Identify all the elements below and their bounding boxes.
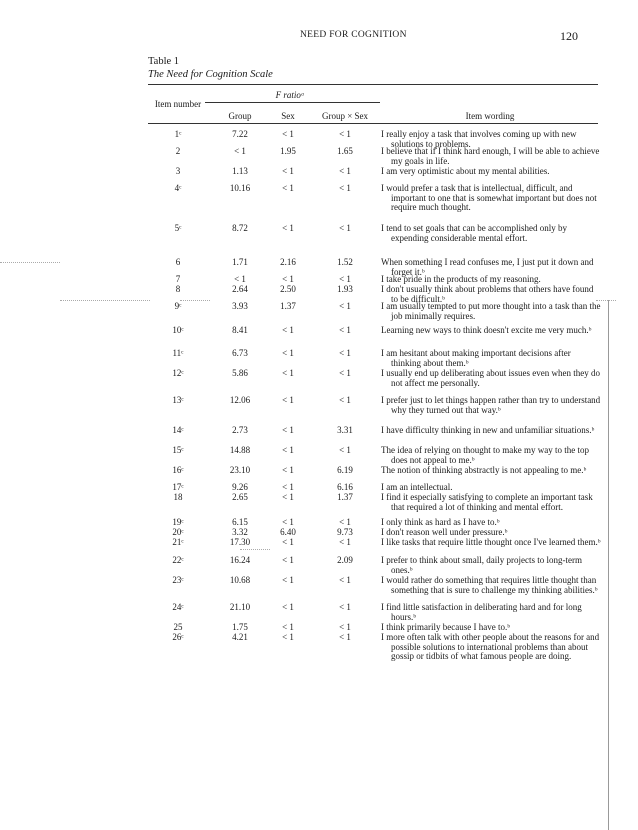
item-wording-header: Item wording: [465, 111, 515, 121]
item-number: 4ᶜ: [174, 183, 182, 193]
sex-f-ratio: < 1: [282, 348, 294, 358]
group-f-ratio: 1.71: [232, 257, 248, 267]
group-x-sex-f-ratio: 6.16: [337, 482, 353, 492]
page-number: 120: [560, 29, 578, 43]
item-number: 14ᶜ: [172, 425, 184, 435]
group-f-ratio: 10.68: [229, 575, 251, 585]
group-x-sex-f-ratio: 3.31: [337, 425, 353, 435]
item-wording: I more often talk with other people about the reasons for and possible solutions to international problems than about gossip or tidbits of what famous people are doing.: [381, 632, 600, 662]
table-top-rule: [148, 84, 598, 85]
group-f-ratio: 2.64: [232, 284, 248, 294]
item-wording: I tend to set goals that can be accomplished only by expending considerable mental effort.: [381, 223, 567, 243]
item-wording: I don't reason well under pressure.ᵇ: [381, 527, 508, 537]
sex-f-ratio: < 1: [282, 325, 294, 335]
item-number: 16ᶜ: [172, 465, 184, 475]
sex-f-ratio: 1.37: [280, 301, 296, 311]
group-x-sex-f-ratio: < 1: [339, 632, 351, 642]
table-label: Table 1: [148, 56, 180, 67]
item-wording: I prefer just to let things happen rather than try to understand why they turned out that way.ᵇ: [381, 395, 601, 415]
group-f-ratio: 5.86: [232, 368, 248, 378]
group-x-sex-f-ratio: < 1: [339, 537, 351, 547]
item-number: 18: [173, 492, 183, 502]
item-wording: The idea of relying on thought to make my way to the top does not appeal to me.ᵇ: [381, 445, 589, 465]
group-f-ratio: 21.10: [229, 602, 251, 612]
item-number: 17ᶜ: [172, 482, 184, 492]
group-x-sex-f-ratio: < 1: [339, 517, 351, 527]
f-ratio-rule: [205, 102, 380, 103]
item-number: 1ᶜ: [174, 129, 182, 139]
group-x-sex-f-ratio: 1.65: [337, 146, 353, 156]
item-number: 13ᶜ: [172, 395, 184, 405]
item-number: 12ᶜ: [172, 368, 184, 378]
group-x-sex-f-ratio: < 1: [339, 223, 351, 233]
item-wording: I am very optimistic about my mental abilities.: [381, 166, 550, 176]
group-f-ratio: < 1: [234, 146, 246, 156]
group-f-ratio: 9.26: [232, 482, 248, 492]
item-number: 7: [175, 274, 181, 284]
item-wording: I really enjoy a task that involves coming up with new solutions to problems.: [381, 129, 577, 149]
item-number-header: Item number: [154, 99, 202, 109]
item-wording: I prefer to think about small, daily projects to long-term ones.ᵇ: [381, 555, 582, 575]
item-wording: I usually end up deliberating about issues even when they do not affect me personally.: [381, 368, 600, 388]
item-number: 21ᶜ: [172, 537, 184, 547]
item-wording: I find little satisfaction in deliberating hard and for long hours.ᵇ: [381, 602, 582, 622]
group-f-ratio: 6.15: [232, 517, 248, 527]
item-number: 22ᶜ: [172, 555, 184, 565]
item-wording: I believe that if I think hard enough, I will be able to achieve my goals in life.: [381, 146, 600, 166]
group-x-sex-header: Group × Sex: [321, 111, 369, 121]
item-wording: I think primarily because I have to.ᵇ: [381, 622, 510, 632]
sex-f-ratio: < 1: [282, 445, 294, 455]
sex-f-ratio: < 1: [282, 274, 294, 284]
group-x-sex-f-ratio: < 1: [339, 129, 351, 139]
item-wording: When something I read confuses me, I just put it down and forget it.ᵇ: [381, 257, 594, 277]
sex-f-ratio: 1.95: [280, 146, 296, 156]
item-wording: The notion of thinking abstractly is not appealing to me.ᵇ: [381, 465, 587, 475]
sex-f-ratio: < 1: [282, 517, 294, 527]
item-number: 6: [175, 257, 181, 267]
item-wording: I only think as hard as I have to.ᵇ: [381, 517, 500, 527]
sex-f-ratio: 2.50: [280, 284, 296, 294]
scan-artifact: [180, 300, 210, 302]
item-number: 20ᶜ: [172, 527, 184, 537]
group-f-ratio: 6.73: [232, 348, 248, 358]
item-number: 8: [175, 284, 181, 294]
sex-f-ratio: < 1: [282, 465, 294, 475]
group-header: Group: [228, 111, 252, 121]
sex-f-ratio: < 1: [282, 129, 294, 139]
sex-f-ratio: 2.16: [280, 257, 296, 267]
scan-artifact: [596, 300, 616, 302]
group-x-sex-f-ratio: < 1: [339, 575, 351, 585]
sex-f-ratio: < 1: [282, 632, 294, 642]
group-x-sex-f-ratio: < 1: [339, 166, 351, 176]
group-f-ratio: 1.13: [232, 166, 248, 176]
item-number: 2: [175, 146, 181, 156]
sex-f-ratio: 6.40: [280, 527, 296, 537]
item-number: 26ᶜ: [172, 632, 184, 642]
group-f-ratio: 17.30: [229, 537, 251, 547]
sex-header: Sex: [281, 111, 295, 121]
group-x-sex-f-ratio: < 1: [339, 368, 351, 378]
group-f-ratio: 8.41: [232, 325, 248, 335]
group-f-ratio: 14.88: [229, 445, 251, 455]
sex-f-ratio: < 1: [282, 622, 294, 632]
table-header-rule: [148, 123, 598, 124]
scan-artifact: [60, 300, 150, 302]
item-wording: I don't usually think about problems that others have found to be difficult.ᵇ: [381, 284, 594, 304]
group-f-ratio: 1.75: [232, 622, 248, 632]
group-f-ratio: 3.93: [232, 301, 248, 311]
group-f-ratio: 7.22: [232, 129, 248, 139]
item-wording: I am usually tempted to put more thought into a task than the job minimally requires.: [381, 301, 601, 321]
sex-f-ratio: < 1: [282, 425, 294, 435]
item-wording: I am hesitant about making important decisions after thinking about them.ᵇ: [381, 348, 571, 368]
group-f-ratio: 2.65: [232, 492, 248, 502]
item-wording: I have difficulty thinking in new and unfamiliar situations.ᵇ: [381, 425, 595, 435]
group-f-ratio: < 1: [234, 274, 246, 284]
item-number: 19ᶜ: [172, 517, 184, 527]
group-x-sex-f-ratio: 1.52: [337, 257, 353, 267]
group-x-sex-f-ratio: 6.19: [337, 465, 353, 475]
group-f-ratio: 16.24: [229, 555, 251, 565]
group-x-sex-f-ratio: < 1: [339, 622, 351, 632]
sex-f-ratio: < 1: [282, 575, 294, 585]
item-number: 10ᶜ: [172, 325, 184, 335]
group-x-sex-f-ratio: 1.37: [337, 492, 353, 502]
sex-f-ratio: < 1: [282, 482, 294, 492]
running-title: NEED FOR COGNITION: [300, 30, 407, 40]
sex-f-ratio: < 1: [282, 223, 294, 233]
group-x-sex-f-ratio: < 1: [339, 445, 351, 455]
group-x-sex-f-ratio: 2.09: [337, 555, 353, 565]
sex-f-ratio: < 1: [282, 602, 294, 612]
item-wording: Learning new ways to think doesn't excite me very much.ᵇ: [381, 325, 592, 335]
margin-line: [608, 300, 609, 830]
item-number: 15ᶜ: [172, 445, 184, 455]
item-wording: I would rather do something that requires little thought than something that is sure to challenge my thinking abilities.ᵇ: [381, 575, 598, 595]
sex-f-ratio: < 1: [282, 555, 294, 565]
scan-artifact: [240, 549, 270, 551]
item-number: 23ᶜ: [172, 575, 184, 585]
group-f-ratio: 2.73: [232, 425, 248, 435]
sex-f-ratio: < 1: [282, 395, 294, 405]
sex-f-ratio: < 1: [282, 492, 294, 502]
group-x-sex-f-ratio: 1.93: [337, 284, 353, 294]
item-number: 5ᶜ: [174, 223, 182, 233]
group-x-sex-f-ratio: < 1: [339, 183, 351, 193]
group-f-ratio: 4.21: [232, 632, 248, 642]
item-number: 3: [175, 166, 181, 176]
item-wording: I would prefer a task that is intellectual, difficult, and important to one that is somewhat important but does not require much thought.: [381, 183, 597, 213]
group-f-ratio: 3.32: [232, 527, 248, 537]
group-f-ratio: 23.10: [229, 465, 251, 475]
sex-f-ratio: < 1: [282, 183, 294, 193]
sex-f-ratio: < 1: [282, 537, 294, 547]
f-ratio-header: F ratioᵃ: [275, 90, 305, 100]
sex-f-ratio: < 1: [282, 166, 294, 176]
group-x-sex-f-ratio: 9.73: [337, 527, 353, 537]
item-number: 11ᶜ: [172, 348, 184, 358]
item-wording: I like tasks that require little thought once I've learned them.ᵇ: [381, 537, 601, 547]
group-x-sex-f-ratio: < 1: [339, 301, 351, 311]
group-f-ratio: 8.72: [232, 223, 248, 233]
group-x-sex-f-ratio: < 1: [339, 602, 351, 612]
group-f-ratio: 12.06: [229, 395, 251, 405]
group-x-sex-f-ratio: < 1: [339, 325, 351, 335]
group-x-sex-f-ratio: < 1: [339, 274, 351, 284]
item-number: 9ᶜ: [174, 301, 182, 311]
item-wording: I take pride in the products of my reasoning.: [381, 274, 541, 284]
sex-f-ratio: < 1: [282, 368, 294, 378]
item-wording: I am an intellectual.: [381, 482, 453, 492]
group-f-ratio: 10.16: [229, 183, 251, 193]
item-number: 24ᶜ: [172, 602, 184, 612]
group-x-sex-f-ratio: < 1: [339, 395, 351, 405]
item-wording: I find it especially satisfying to complete an important task that required a lot of thinking and mental effort.: [381, 492, 593, 512]
group-x-sex-f-ratio: < 1: [339, 348, 351, 358]
item-number: 25: [173, 622, 183, 632]
table-title: The Need for Cognition Scale: [148, 69, 273, 80]
scan-artifact: [0, 262, 60, 264]
